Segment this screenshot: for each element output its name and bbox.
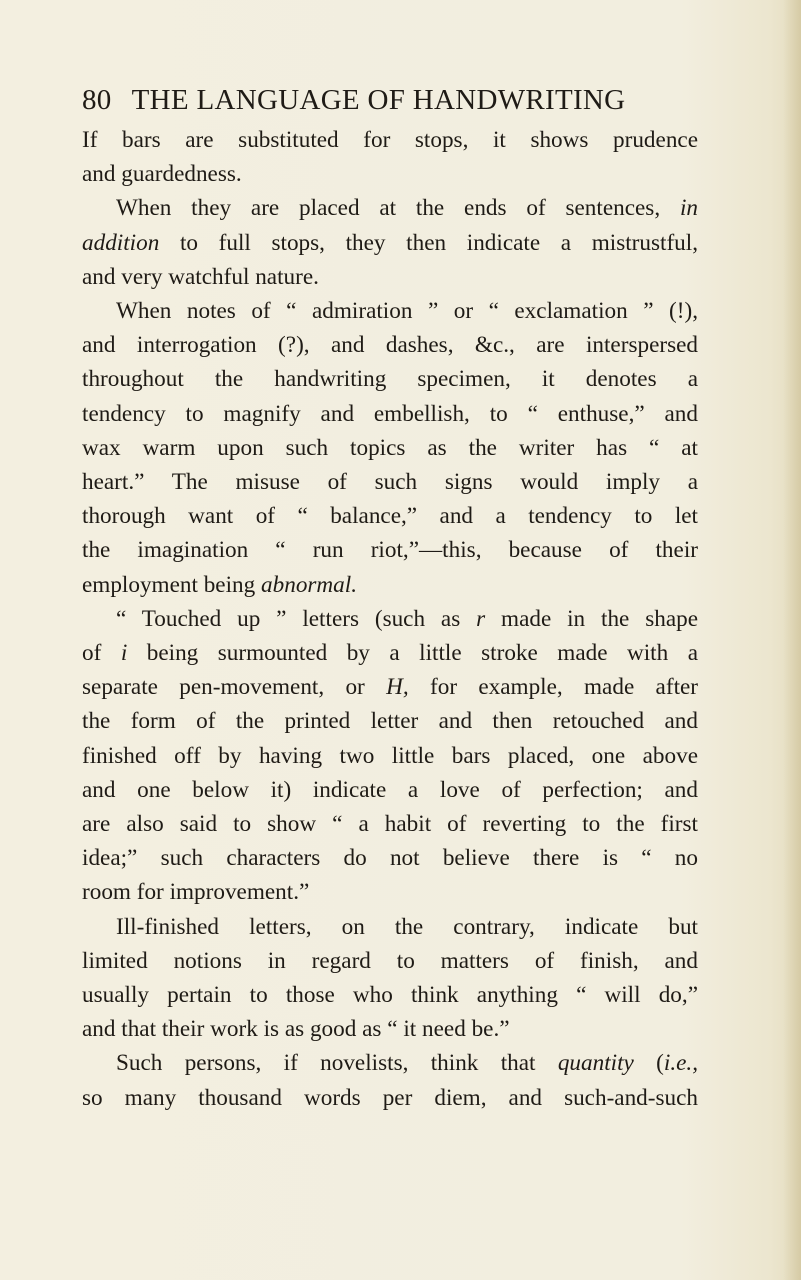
text-line: Such persons, if novelists, think that quantity (i.e., [116,1050,699,1077]
emphasis: quantity [557,1050,634,1077]
text-line: When notes of “ admiration ” or “ exclamation ” (!), [116,298,698,325]
text-line: room for improvement.” [82,879,310,906]
emphasis: r [476,605,486,632]
text-line: and that their work is as good as “ it need be.” [82,1016,510,1043]
text-line: throughout the handwriting specimen, it denotes a [82,366,698,393]
running-title: THE LANGUAGE OF HANDWRITING [131,84,626,116]
emphasis: H, [386,674,409,701]
text-line: tendency to magnify and embellish, to “ enthuse,” and [82,400,698,427]
text-line: limited notions in regard to matters of finish, and [82,947,698,974]
running-head [82,84,702,117]
body-text [82,123,698,1115]
text-line: addition to full stops, they then indicate a mistrustful, [82,229,699,256]
emphasis: i.e., [663,1050,699,1077]
text-line: are also said to show “ a habit of reverting to the first [82,811,698,838]
emphasis: i [120,640,128,667]
text-line: and very watchful nature. [82,263,319,290]
text-line: separate pen-movement, or H, for example, made after [82,674,699,701]
text-line: finished off by having two little bars placed, one above [82,742,698,769]
emphasis: in [679,195,699,222]
text-line: wax warm upon such topics as the writer has “ at [82,434,698,461]
text-line: and guardedness. [82,161,242,188]
emphasis: abnormal. [261,571,358,598]
text-line: of i being surmounted by a little stroke made with a [82,640,698,667]
text-line: usually pertain to those who think anything “ will do,” [82,982,698,1009]
text-line: Ill-finished letters, on the contrary, indicate but [116,913,698,940]
text-line: and interrogation (?), and dashes, &c., are interspersed [82,332,698,359]
text-line: “ Touched up ” letters (such as r made in the shape [116,605,699,632]
text-line: the form of the printed letter and then retouched and [82,708,698,735]
text-line: thorough want of “ balance,” and a tendency to let [82,503,698,530]
text-line: and one below it) indicate a love of perfection; and [82,776,698,803]
page-number: 80 [82,84,112,116]
text-line: the imagination “ run riot,”—this, because of their [82,537,698,564]
text-line: heart.” The misuse of such signs would imply a [82,469,698,496]
text-line: idea;” such characters do not believe there is “ no [82,845,698,872]
text-line: employment being abnormal. [82,571,358,598]
page-edge-shadow [783,0,801,1280]
text-line: so many thousand words per diem, and such-and-such [82,1084,698,1111]
text-line: When they are placed at the ends of sentences, in [116,195,699,222]
emphasis: addition [82,229,160,256]
text-line: If bars are substituted for stops, it shows prudence [82,127,698,153]
